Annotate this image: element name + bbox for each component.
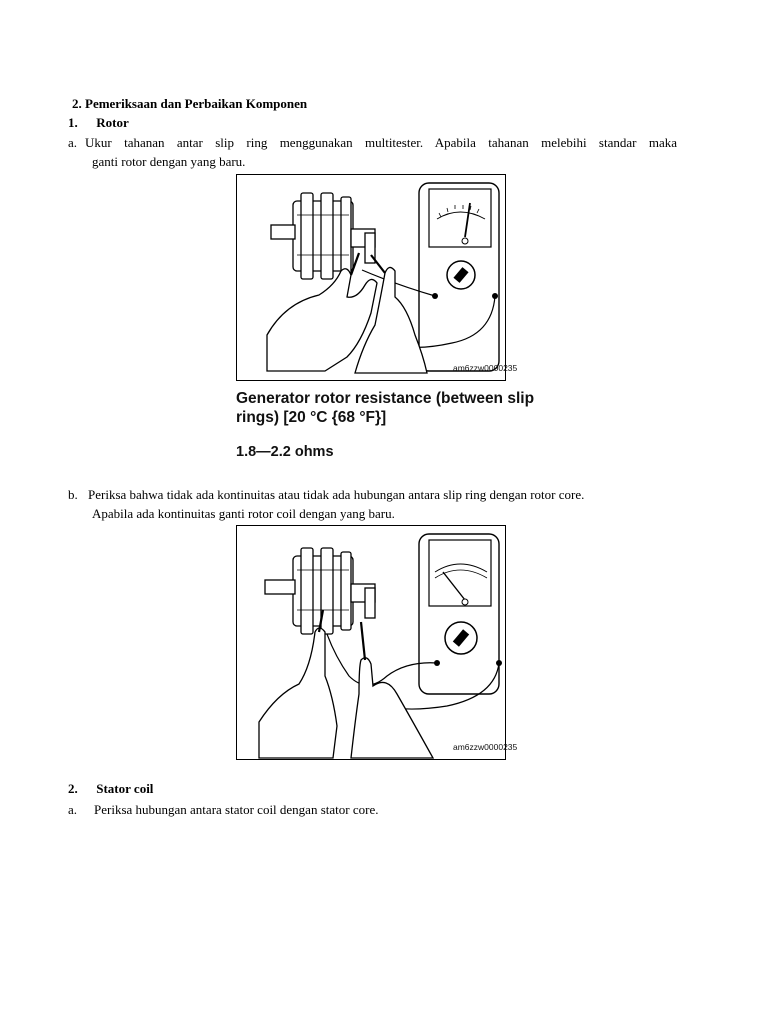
spec-value: 1.8—2.2 ohms: [236, 444, 334, 460]
rotor-assembly: [271, 193, 375, 279]
image-code-label: am6zzw0000235: [453, 742, 518, 752]
rotor-continuity-figure: [236, 525, 518, 760]
needle-pivot: [462, 599, 468, 605]
stator-heading: [68, 780, 153, 798]
multitester-rotor-illustration: [237, 175, 518, 380]
multitester-continuity-illustration: [237, 526, 518, 759]
rotor-step-b-line1: Periksa bahwa tidak ada kontinuitas atau tidak ada hubungan antara slip ring dengan rotor core.: [88, 487, 585, 502]
stator-number: 2.: [68, 781, 78, 796]
rotor-title: Rotor: [96, 115, 129, 130]
rotor-step-b-line2: Apabila ada kontinuitas ganti rotor coil dengan yang baru.: [92, 506, 395, 521]
probe-right: [371, 255, 385, 273]
probe-right: [361, 622, 365, 660]
rotor-heading: [68, 114, 129, 132]
rotor-resistance-figure: [236, 174, 518, 381]
image-code-label: am6zzw0000235: [453, 363, 518, 373]
section-heading: 2. Pemeriksaan dan Perbaikan Komponen: [72, 96, 308, 111]
stator-step-a-text: Periksa hubungan antara stator coil dengan stator core.: [94, 802, 379, 817]
stator-title: Stator coil: [96, 781, 154, 796]
needle-pivot: [462, 238, 468, 244]
hand-left: [259, 628, 337, 758]
rotor-step-a-line2: ganti rotor dengan yang baru.: [92, 154, 246, 169]
spec-caption-line2: rings) [20 °C {68 °F}]: [236, 409, 387, 426]
rotor-step-a-letter: a.: [68, 135, 78, 150]
rotor-step-a-line1: Ukur tahanan antar slip ring menggunakan multitester. Apabila tahanan melebihi standar maka: [85, 135, 677, 150]
rotor-number: 1.: [68, 115, 78, 130]
spec-caption-line1: Generator rotor resistance (between slip: [236, 390, 535, 407]
rotor-step-b-letter: b.: [68, 487, 78, 502]
stator-step-a-letter: a.: [68, 802, 78, 817]
meter-display: [429, 540, 491, 606]
